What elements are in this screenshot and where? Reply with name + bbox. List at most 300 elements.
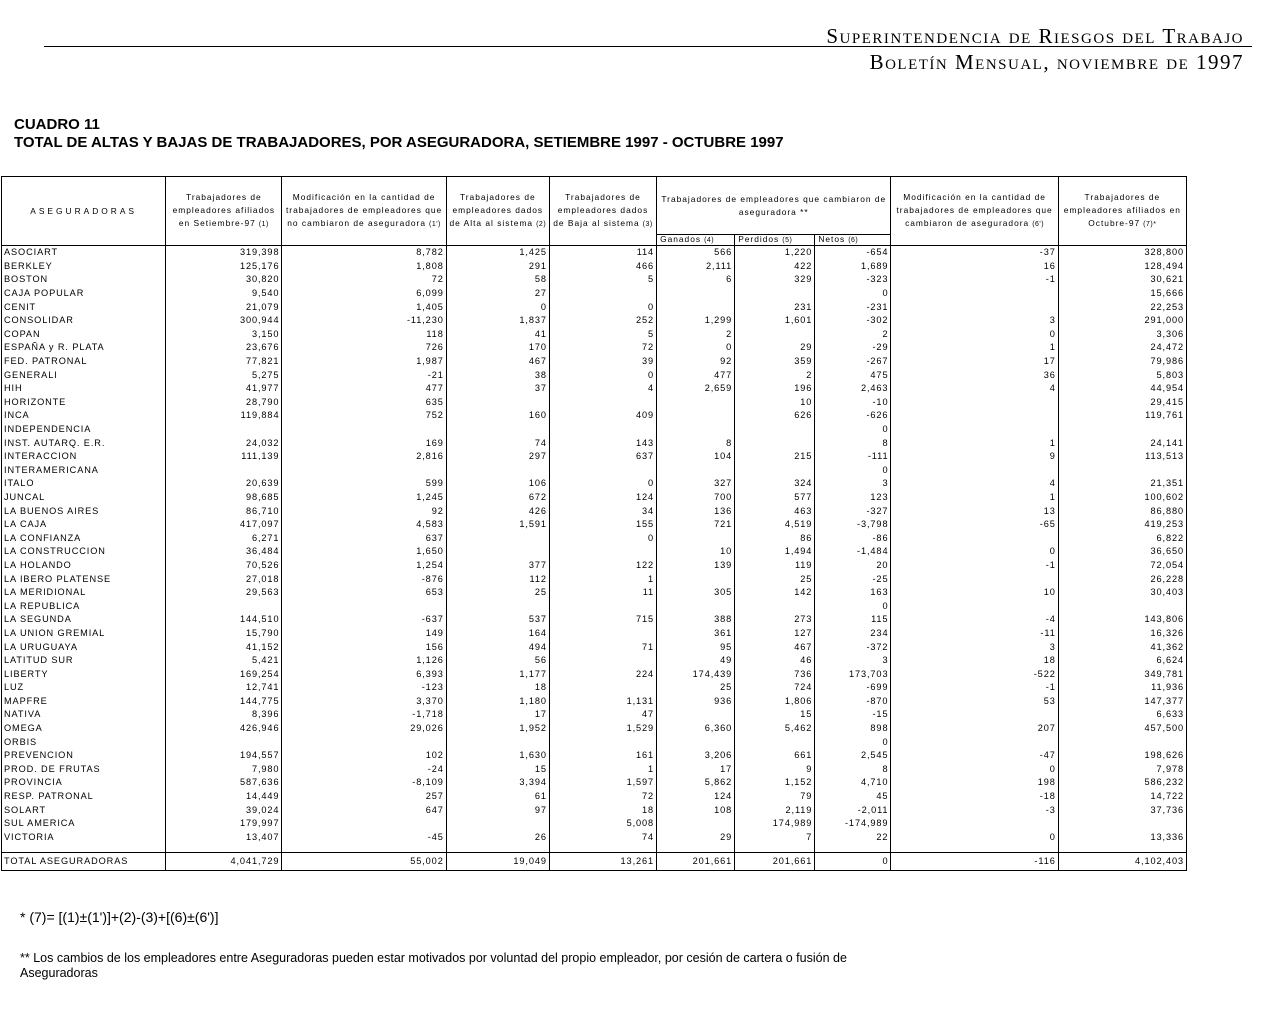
insurer-name-cell: VICTORIA [2, 831, 166, 845]
value-cell: -2,011 [815, 803, 891, 817]
value-cell: 16 [891, 260, 1058, 274]
value-cell: 98,685 [166, 491, 282, 505]
value-cell: 20 [815, 559, 891, 573]
table-row [2, 314, 1187, 328]
value-cell: 77,821 [166, 355, 282, 369]
table-row [2, 640, 1187, 654]
value-cell: 156 [282, 640, 446, 654]
value-cell: 56 [446, 654, 549, 668]
total-value-cell: 0 [815, 853, 891, 871]
value-cell: 143 [549, 436, 656, 450]
value-cell: -327 [815, 504, 891, 518]
value-cell: 715 [549, 613, 656, 627]
value-cell: 124 [657, 790, 735, 804]
spacer-cell [657, 844, 735, 853]
value-cell: 1 [891, 436, 1058, 450]
col-ganados: Ganados (4) [657, 235, 735, 246]
value-cell: 114 [549, 246, 656, 260]
value-cell [446, 531, 549, 545]
value-cell: 426 [446, 504, 549, 518]
value-cell: 6,633 [1058, 708, 1186, 722]
value-cell [166, 464, 282, 478]
value-cell: -174,989 [815, 817, 891, 831]
value-cell: 587,636 [166, 776, 282, 790]
value-cell: 8 [815, 763, 891, 777]
value-cell [735, 599, 815, 613]
table-row [2, 545, 1187, 559]
value-cell [891, 531, 1058, 545]
value-cell: 10 [657, 545, 735, 559]
spacer-cell [735, 844, 815, 853]
spacer-cell [2, 844, 166, 853]
value-cell: 125,176 [166, 260, 282, 274]
table-row [2, 396, 1187, 410]
value-cell: 25 [657, 681, 735, 695]
table-row [2, 681, 1187, 695]
value-cell: 5,462 [735, 722, 815, 736]
value-cell: 22 [815, 831, 891, 845]
value-cell [549, 627, 656, 641]
value-cell: 0 [815, 735, 891, 749]
value-cell: 122 [549, 559, 656, 573]
value-cell [891, 287, 1058, 301]
value-cell [446, 817, 549, 831]
value-cell: 102 [282, 749, 446, 763]
value-cell: 17 [446, 708, 549, 722]
table-row [2, 749, 1187, 763]
value-cell: 466 [549, 260, 656, 274]
value-cell: 18 [549, 803, 656, 817]
value-cell: 44,954 [1058, 382, 1186, 396]
value-cell: 41 [446, 328, 549, 342]
table-row [2, 300, 1187, 314]
value-cell: 143,806 [1058, 613, 1186, 627]
col-altas: Trabajadores de empleadores dados de Alta al sistema (2) [446, 177, 549, 246]
value-cell [657, 817, 735, 831]
value-cell: 1,650 [282, 545, 446, 559]
value-cell: -10 [815, 396, 891, 410]
value-cell: -47 [891, 749, 1058, 763]
value-cell [166, 735, 282, 749]
value-cell [891, 572, 1058, 586]
value-cell: 198,626 [1058, 749, 1186, 763]
value-cell: 2,111 [657, 260, 735, 274]
total-value-cell: 201,661 [657, 853, 735, 871]
value-cell: 388 [657, 613, 735, 627]
value-cell: 53 [891, 695, 1058, 709]
value-cell [1058, 817, 1186, 831]
col-bajas: Trabajadores de empleadores dados de Baja al sistema (3) [549, 177, 656, 246]
value-cell: 647 [282, 803, 446, 817]
value-cell: 36,484 [166, 545, 282, 559]
value-cell: 15 [735, 708, 815, 722]
insurer-name-cell: ESPAÑA y R. PLATA [2, 341, 166, 355]
value-cell: 297 [446, 450, 549, 464]
table-row [2, 246, 1187, 260]
value-cell: 3 [891, 314, 1058, 328]
value-cell: 39,024 [166, 803, 282, 817]
value-cell: 27 [446, 287, 549, 301]
value-cell: 119 [735, 559, 815, 573]
value-cell: 3 [891, 640, 1058, 654]
header-rule [44, 46, 1252, 47]
value-cell: 5 [549, 273, 656, 287]
value-cell: 29 [657, 831, 735, 845]
value-cell: 273 [735, 613, 815, 627]
value-cell [657, 572, 735, 586]
value-cell: 377 [446, 559, 549, 573]
value-cell: 15,666 [1058, 287, 1186, 301]
value-cell: 1,177 [446, 667, 549, 681]
value-cell: -65 [891, 518, 1058, 532]
value-cell: 653 [282, 586, 446, 600]
value-cell: 27,018 [166, 572, 282, 586]
value-cell: 15,790 [166, 627, 282, 641]
total-value-cell: 4,041,729 [166, 853, 282, 871]
value-cell: 147,377 [1058, 695, 1186, 709]
value-cell: 144,775 [166, 695, 282, 709]
insurer-name-cell: SUL AMERICA [2, 817, 166, 831]
value-cell: 898 [815, 722, 891, 736]
value-cell: 566 [657, 246, 735, 260]
value-cell: 115 [815, 613, 891, 627]
insurer-name-cell: LA IBERO PLATENSE [2, 572, 166, 586]
value-cell [549, 599, 656, 613]
table-row [2, 695, 1187, 709]
value-cell: 108 [657, 803, 735, 817]
value-cell: 3,306 [1058, 328, 1186, 342]
value-cell: 1,245 [282, 491, 446, 505]
insurer-name-cell: JUNCAL [2, 491, 166, 505]
value-cell: 1 [891, 341, 1058, 355]
value-cell: 207 [891, 722, 1058, 736]
insurer-name-cell: LA CONSTRUCCION [2, 545, 166, 559]
value-cell: 5,275 [166, 368, 282, 382]
value-cell: 1,529 [549, 722, 656, 736]
value-cell: 752 [282, 409, 446, 423]
value-cell: 0 [815, 287, 891, 301]
value-cell: 291,000 [1058, 314, 1186, 328]
value-cell: 463 [735, 504, 815, 518]
table-row [2, 708, 1187, 722]
value-cell: 47 [549, 708, 656, 722]
value-cell: 0 [891, 545, 1058, 559]
value-cell: -870 [815, 695, 891, 709]
value-cell: 28,790 [166, 396, 282, 410]
table-row [2, 817, 1187, 831]
value-cell: 494 [446, 640, 549, 654]
value-cell: 5 [549, 328, 656, 342]
value-cell: 196 [735, 382, 815, 396]
insurer-name-cell: INDEPENDENCIA [2, 423, 166, 437]
table-row [2, 722, 1187, 736]
value-cell [657, 531, 735, 545]
insurer-name-cell: NATIVA [2, 708, 166, 722]
value-cell [1058, 735, 1186, 749]
value-cell: -1 [891, 559, 1058, 573]
value-cell [1058, 423, 1186, 437]
spacer-cell [1058, 844, 1186, 853]
value-cell: 7,980 [166, 763, 282, 777]
table-row [2, 287, 1187, 301]
value-cell: 3,394 [446, 776, 549, 790]
table-row [2, 790, 1187, 804]
value-cell [446, 599, 549, 613]
value-cell: 724 [735, 681, 815, 695]
value-cell: 1 [549, 763, 656, 777]
value-cell: 0 [815, 423, 891, 437]
table-row [2, 831, 1187, 845]
value-cell: 1,630 [446, 749, 549, 763]
value-cell: 12,741 [166, 681, 282, 695]
value-cell: 29,415 [1058, 396, 1186, 410]
value-cell: -699 [815, 681, 891, 695]
value-cell: 72 [549, 341, 656, 355]
value-cell: 127 [735, 627, 815, 641]
value-cell: 1,952 [446, 722, 549, 736]
header-title: Superintendencia de Riesgos del Trabajo [826, 24, 1244, 48]
value-cell: 6,624 [1058, 654, 1186, 668]
value-cell: 475 [815, 368, 891, 382]
col-aseguradoras: ASEGURADORAS [2, 177, 166, 246]
value-cell: 20,639 [166, 477, 282, 491]
value-cell: 119,761 [1058, 409, 1186, 423]
value-cell: 106 [446, 477, 549, 491]
value-cell: 2 [735, 368, 815, 382]
table-row [2, 368, 1187, 382]
total-value-cell: 13,261 [549, 853, 656, 871]
value-cell: 1,131 [549, 695, 656, 709]
total-value-cell: 19,049 [446, 853, 549, 871]
value-cell: 139 [657, 559, 735, 573]
col-modificacion-no-cambiaron: Modificación en la cantidad de trabajadores de empleadores que no cambiaron de aseguradora (1') [282, 177, 446, 246]
insurer-name-cell: LUZ [2, 681, 166, 695]
value-cell: 13 [891, 504, 1058, 518]
value-cell: 361 [657, 627, 735, 641]
value-cell: 1,837 [446, 314, 549, 328]
value-cell: 61 [446, 790, 549, 804]
value-cell [735, 735, 815, 749]
value-cell [657, 423, 735, 437]
table-row [2, 260, 1187, 274]
value-cell [657, 708, 735, 722]
value-cell [891, 423, 1058, 437]
value-cell: 327 [657, 477, 735, 491]
value-cell: 1,425 [446, 246, 549, 260]
value-cell: 86,710 [166, 504, 282, 518]
value-cell: 119,884 [166, 409, 282, 423]
table-title: TOTAL DE ALTAS Y BAJAS DE TRABAJADORES, POR ASEGURADORA, SETIEMBRE 1997 - OCTUBRE 1997 [14, 134, 784, 151]
value-cell: 8,396 [166, 708, 282, 722]
table-row [2, 328, 1187, 342]
insurer-name-cell: LA UNION GREMIAL [2, 627, 166, 641]
value-cell: 7,978 [1058, 763, 1186, 777]
spacer-row [2, 844, 1187, 853]
value-cell [891, 735, 1058, 749]
value-cell: 97 [446, 803, 549, 817]
value-cell: 45 [815, 790, 891, 804]
value-cell: 0 [549, 300, 656, 314]
value-cell: 5,008 [549, 817, 656, 831]
value-cell: 11 [549, 586, 656, 600]
value-cell: -876 [282, 572, 446, 586]
value-cell: 29,563 [166, 586, 282, 600]
value-cell: 37 [446, 382, 549, 396]
value-cell: 936 [657, 695, 735, 709]
value-cell [657, 300, 735, 314]
value-cell: 124 [549, 491, 656, 505]
insurer-name-cell: LA BUENOS AIRES [2, 504, 166, 518]
value-cell: 305 [657, 586, 735, 600]
value-cell: 30,621 [1058, 273, 1186, 287]
value-cell [446, 545, 549, 559]
value-cell: -11 [891, 627, 1058, 641]
value-cell [735, 328, 815, 342]
value-cell: 0 [815, 599, 891, 613]
value-cell: -21 [282, 368, 446, 382]
total-value-cell: -116 [891, 853, 1058, 871]
value-cell: -626 [815, 409, 891, 423]
insurer-name-cell: CENIT [2, 300, 166, 314]
total-row [2, 853, 1187, 871]
value-cell: 0 [657, 341, 735, 355]
value-cell: 1,591 [446, 518, 549, 532]
value-cell: 477 [657, 368, 735, 382]
value-cell: 0 [815, 464, 891, 478]
value-cell: 169,254 [166, 667, 282, 681]
value-cell: 34 [549, 504, 656, 518]
value-cell: 118 [282, 328, 446, 342]
value-cell: 457,500 [1058, 722, 1186, 736]
value-cell: 0 [891, 328, 1058, 342]
value-cell: -522 [891, 667, 1058, 681]
table-row [2, 491, 1187, 505]
value-cell: 324 [735, 477, 815, 491]
value-cell: 160 [446, 409, 549, 423]
value-cell: 1,494 [735, 545, 815, 559]
value-cell [657, 409, 735, 423]
table-row [2, 273, 1187, 287]
table-row [2, 464, 1187, 478]
value-cell: -111 [815, 450, 891, 464]
value-cell: -25 [815, 572, 891, 586]
spacer-cell [166, 844, 282, 853]
value-cell [549, 735, 656, 749]
value-cell [657, 464, 735, 478]
value-cell: 113,513 [1058, 450, 1186, 464]
table-row [2, 531, 1187, 545]
value-cell: 417,097 [166, 518, 282, 532]
value-cell [446, 735, 549, 749]
value-cell: 1,299 [657, 314, 735, 328]
value-cell: 0 [549, 531, 656, 545]
value-cell [446, 396, 549, 410]
value-cell: 18 [446, 681, 549, 695]
value-cell: 4 [891, 477, 1058, 491]
value-cell: -123 [282, 681, 446, 695]
value-cell: 92 [657, 355, 735, 369]
col-afiliados-setiembre: Trabajadores de empleadores afiliados en Setiembre-97 (1) [166, 177, 282, 246]
table-row [2, 382, 1187, 396]
value-cell: 18 [891, 654, 1058, 668]
value-cell: -302 [815, 314, 891, 328]
insurer-name-cell: ORBIS [2, 735, 166, 749]
value-cell: 74 [549, 831, 656, 845]
table-row [2, 477, 1187, 491]
value-cell: 586,232 [1058, 776, 1186, 790]
insurer-name-cell: LATITUD SUR [2, 654, 166, 668]
table-row [2, 423, 1187, 437]
value-cell: 173,703 [815, 667, 891, 681]
value-cell: 3 [815, 477, 891, 491]
value-cell [891, 708, 1058, 722]
insurer-name-cell: ASOCIART [2, 246, 166, 260]
value-cell: 2,463 [815, 382, 891, 396]
value-cell: 1,254 [282, 559, 446, 573]
value-cell: -323 [815, 273, 891, 287]
value-cell [282, 599, 446, 613]
value-cell: 49 [657, 654, 735, 668]
value-cell: 6,099 [282, 287, 446, 301]
table-row [2, 735, 1187, 749]
table-row [2, 341, 1187, 355]
value-cell: 3 [815, 654, 891, 668]
value-cell: 92 [282, 504, 446, 518]
value-cell: -3,798 [815, 518, 891, 532]
value-cell: 72,054 [1058, 559, 1186, 573]
value-cell: 231 [735, 300, 815, 314]
value-cell: 58 [446, 273, 549, 287]
value-cell [891, 599, 1058, 613]
value-cell: 70,526 [166, 559, 282, 573]
value-cell: 599 [282, 477, 446, 491]
value-cell: 319,398 [166, 246, 282, 260]
table-row [2, 409, 1187, 423]
table-row [2, 627, 1187, 641]
value-cell: 537 [446, 613, 549, 627]
value-cell: 1,180 [446, 695, 549, 709]
value-cell: -45 [282, 831, 446, 845]
value-cell: 74 [446, 436, 549, 450]
value-cell: 163 [815, 586, 891, 600]
value-cell: 0 [549, 368, 656, 382]
insurer-name-cell: LA CONFIANZA [2, 531, 166, 545]
value-cell: 3,206 [657, 749, 735, 763]
table-body [2, 246, 1187, 871]
value-cell: 467 [735, 640, 815, 654]
value-cell: 0 [891, 831, 1058, 845]
value-cell: 2,119 [735, 803, 815, 817]
value-cell: 328,800 [1058, 246, 1186, 260]
value-cell: 215 [735, 450, 815, 464]
value-cell: 637 [549, 450, 656, 464]
value-cell: 6,393 [282, 667, 446, 681]
insurer-name-cell: COPAN [2, 328, 166, 342]
value-cell: 21,079 [166, 300, 282, 314]
value-cell: 349,781 [1058, 667, 1186, 681]
value-cell [166, 423, 282, 437]
cuadro-label: CUADRO 11 [14, 116, 100, 133]
value-cell: 72 [549, 790, 656, 804]
value-cell: 24,032 [166, 436, 282, 450]
value-cell: 5,862 [657, 776, 735, 790]
value-cell: 26,228 [1058, 572, 1186, 586]
spacer-cell [549, 844, 656, 853]
table-row [2, 504, 1187, 518]
value-cell: 179,997 [166, 817, 282, 831]
value-cell: -267 [815, 355, 891, 369]
value-cell: 111,139 [166, 450, 282, 464]
